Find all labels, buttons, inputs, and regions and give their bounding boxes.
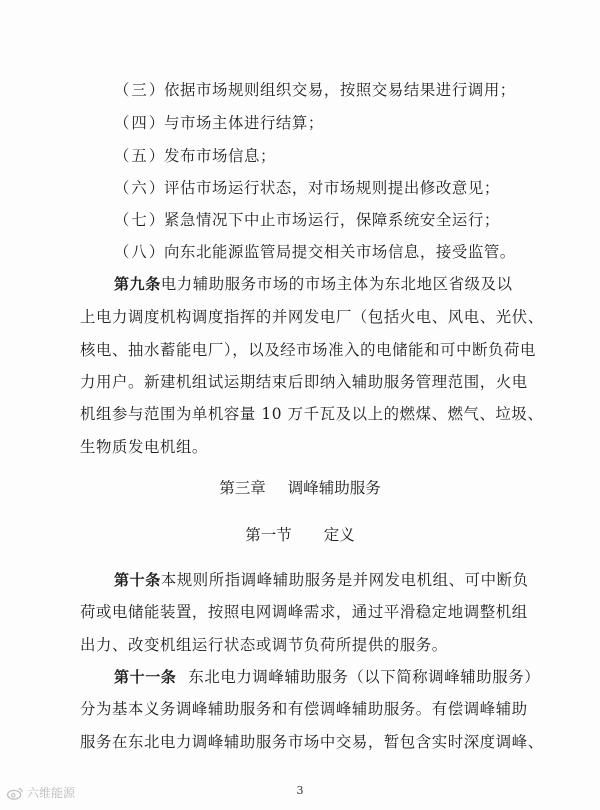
article9-line: 力用户。新建机组试运期结束后即纳入辅助服务管理范围，火电 (80, 373, 528, 391)
article-label: 第十条 (114, 571, 161, 589)
page-number: 3 (296, 784, 304, 797)
list-item: （八）向东北能源监管局提交相关市场信息，接受监管。 (114, 243, 516, 261)
article9-line: 上电力调度机构调度指挥的并网发电厂（包括火电、风电、光伏、 (80, 308, 544, 326)
article-label: 第十一条 (114, 668, 177, 686)
article9-line: 第九条电力辅助服务市场的市场主体为东北地区省级及以 (114, 275, 513, 293)
chapter-heading: 第三章 调峰辅助服务 (219, 479, 381, 497)
article10-line: 第十条本规则所指调峰辅助服务是并网发电机组、可中断负 (114, 571, 529, 589)
list-item: （三）依据市场规则组织交易，按照交易结果进行调用； (114, 81, 516, 99)
list-item: （五）发布市场信息； (114, 147, 276, 165)
article9-line: 核电、抽水蓄能电厂），以及经市场准入的电储能和可中断负荷电 (80, 341, 537, 359)
article11-line: 第十一条 东北电力调峰辅助服务（以下简称调峰辅助服务） (114, 668, 541, 686)
list-item: （四）与市场主体进行结算； (114, 114, 324, 132)
article10-line: 出力、改变机组运行状态或调节负荷所提供的服务。 (80, 636, 448, 654)
section-heading: 第一节 定义 (245, 526, 355, 544)
list-item: （七）紧急情况下中止市场运行，保障系统安全运行； (114, 211, 500, 229)
list-item: （六）评估市场运行状态，对市场规则提出修改意见； (114, 179, 500, 197)
article9-line: 机组参与范围为单机容量 10 万千瓦及以上的燃煤、燃气、垃圾、 (80, 405, 544, 423)
weibo-logo-icon (6, 786, 24, 800)
watermark-text: 六维能源 (27, 786, 76, 800)
article10-line: 荷或电储能装置，按照电网调峰需求，通过平滑稳定地调整机组 (80, 603, 528, 621)
article9-line: 生物质发电机组。 (80, 438, 208, 456)
watermark (6, 784, 75, 801)
article11-line: 分为基本义务调峰辅助服务和有偿调峰辅助服务。有偿调峰辅助 (80, 700, 528, 718)
article11-line: 服务在东北电力调峰辅助服务市场中交易，暂包含实时深度调峰、 (80, 733, 544, 751)
article-label: 第九条 (114, 275, 161, 293)
